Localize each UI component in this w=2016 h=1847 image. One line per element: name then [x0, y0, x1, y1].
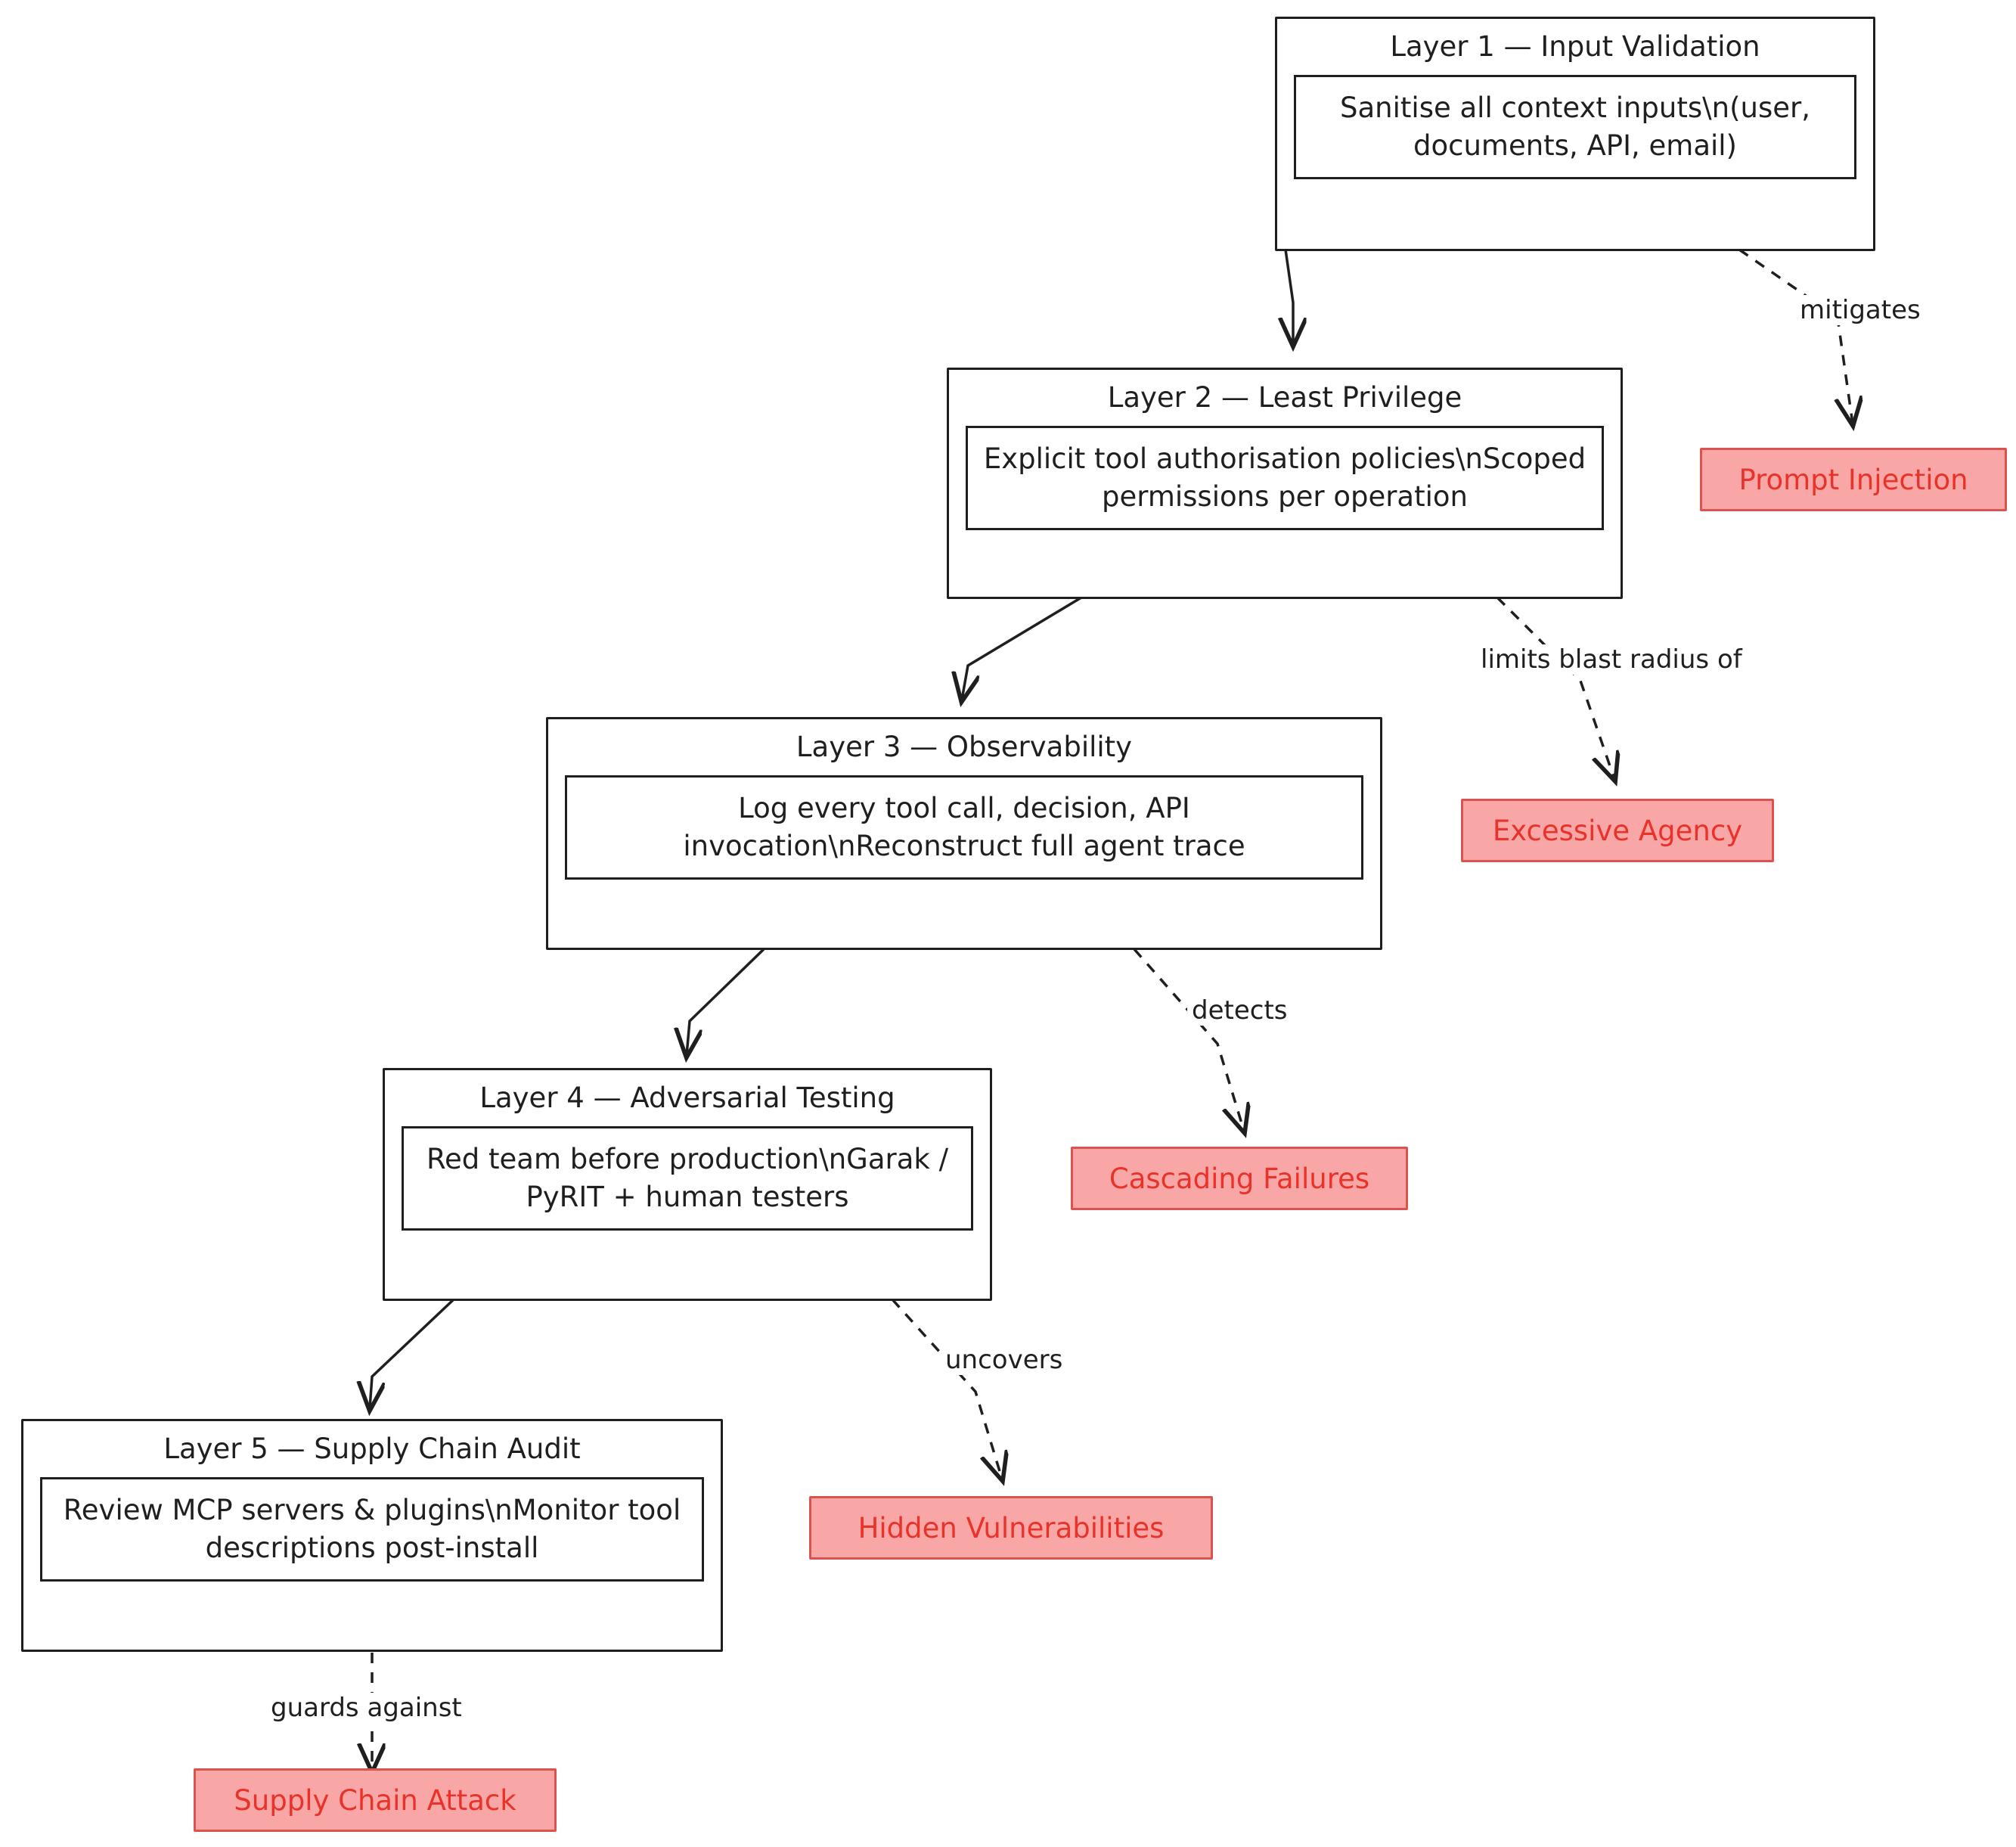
node-risk-excessive-agency[interactable]: [1461, 799, 1774, 862]
node-risk-supply-chain-attack-label: Supply Chain Attack: [234, 1783, 516, 1817]
node-risk-prompt-injection[interactable]: [1700, 448, 2007, 511]
edge-layer4-to-hidden-vulnerabilities: [892, 1299, 1002, 1479]
node-layer-2[interactable]: [947, 368, 1623, 599]
node-layer-4-body: Red team before production\nGarak / PyRIT + human testers: [402, 1126, 973, 1231]
node-layer-1-body: Sanitise all context inputs\n(user, documents, API, email): [1294, 75, 1856, 179]
edge-layer3-to-cascading-failures: [1134, 949, 1244, 1131]
node-risk-hidden-vulnerabilities[interactable]: [809, 1496, 1213, 1560]
edge-label-mitigates: mitigates: [1795, 295, 1925, 325]
node-layer-3-title: Layer 3 — Observability: [796, 731, 1133, 763]
edge-layer1-to-prompt-injection: [1739, 250, 1853, 424]
edge-layer1-to-layer2: [1286, 250, 1293, 344]
node-layer-3[interactable]: [546, 717, 1382, 950]
edge-label-guards-against: guards against: [266, 1693, 467, 1723]
node-risk-cascading-failures-label: Cascading Failures: [1109, 1162, 1370, 1195]
node-layer-4[interactable]: [383, 1068, 992, 1301]
node-risk-excessive-agency-label: Excessive Agency: [1492, 814, 1743, 847]
node-layer-2-body: Explicit tool authorisation policies\nScoped permissions per operation: [966, 426, 1604, 530]
edge-layer3-to-layer4: [687, 949, 764, 1055]
node-layer-2-title: Layer 2 — Least Privilege: [1107, 381, 1462, 414]
edge-label-uncovers: uncovers: [941, 1345, 1067, 1375]
node-layer-5[interactable]: [21, 1419, 723, 1652]
edge-layer2-to-excessive-agency: [1497, 598, 1614, 779]
node-layer-1[interactable]: [1275, 17, 1875, 251]
edge-label-detects: detects: [1187, 995, 1292, 1026]
edge-layer4-to-layer5: [370, 1299, 454, 1408]
node-risk-prompt-injection-label: Prompt Injection: [1738, 463, 1968, 496]
node-layer-1-title: Layer 1 — Input Validation: [1390, 30, 1760, 63]
node-risk-supply-chain-attack[interactable]: [194, 1768, 557, 1832]
node-layer-5-body: Review MCP servers & plugins\nMonitor tool descriptions post-install: [40, 1477, 704, 1582]
node-layer-4-title: Layer 4 — Adversarial Testing: [479, 1082, 895, 1114]
node-layer-5-title: Layer 5 — Supply Chain Audit: [163, 1433, 581, 1465]
edge-layer2-to-layer3: [962, 598, 1081, 700]
node-layer-3-body: Log every tool call, decision, API invocation\nReconstruct full agent trace: [565, 775, 1363, 880]
node-risk-hidden-vulnerabilities-label: Hidden Vulnerabilities: [858, 1511, 1165, 1544]
edge-label-limits-blast-radius: limits blast radius of: [1476, 644, 1747, 675]
node-risk-cascading-failures[interactable]: [1071, 1147, 1408, 1210]
